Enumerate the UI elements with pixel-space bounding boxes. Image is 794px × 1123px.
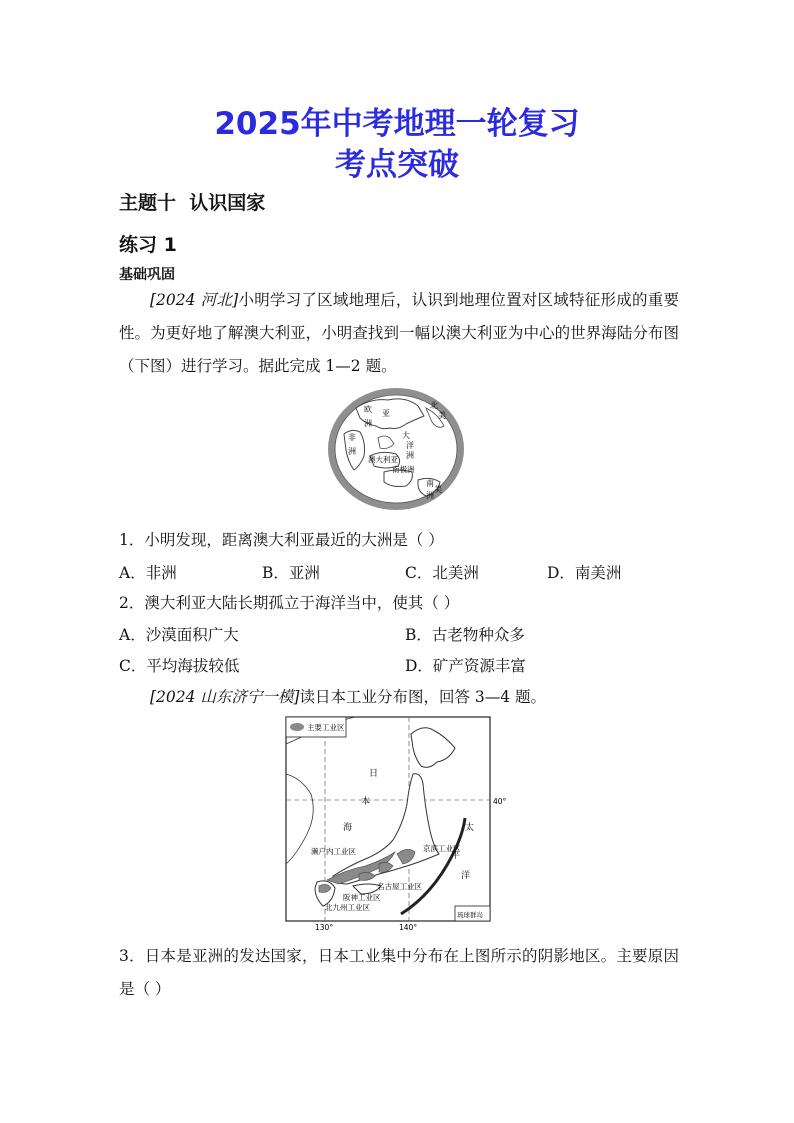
globe-label: 大 [402, 431, 410, 440]
globe-label: 北 [430, 401, 438, 410]
page-subtitle: 考点突破 [335, 147, 459, 183]
world-land-sea-map [326, 386, 466, 512]
globe-label: 非 [348, 433, 356, 442]
region-label: 名古屋工业区 [377, 882, 422, 891]
sea-label: 平 [451, 851, 461, 861]
sea-label: 日 [369, 769, 379, 779]
globe-label: 欧 [364, 405, 372, 414]
question-2-stem: 2．澳大利亚大陆长期孤立于海洋当中，使其（ ） [119, 594, 460, 612]
japan-industry-map [283, 714, 513, 932]
q2-option-b: B．古老物种众多 [405, 626, 525, 644]
section-heading: 基础巩固 [119, 267, 175, 283]
q2-option-d: D．矿产资源丰富 [405, 657, 526, 675]
sea-label: 洋 [461, 871, 471, 881]
region-label: 阪神工业区 [343, 893, 381, 902]
region-label: 濑户内工业区 [311, 847, 356, 856]
passage-2 [150, 685, 546, 707]
passage-2-source: [2024 山东济宁一模] [150, 688, 300, 706]
passage-1-text: 小明学习了区域地理后，认识到地理位置对区域特征形成的重要性。为更好地了解澳大利亚，小明查找到一幅以澳大利亚为中心的世界海陆分布图（下图）进行学习。据此完成 1—2 题。 [119, 291, 679, 375]
question-1-stem: 1．小明发现，距离澳大利亚最近的大洲是（ ） [119, 531, 444, 549]
lon-label: 140° [399, 923, 418, 932]
globe-label: 南极洲 [392, 465, 415, 474]
globe-label: 美 [434, 485, 442, 494]
question-3: 3．日本是亚洲的发达国家，日本工业集中分布在上图所示的阴影地区。主要原因是（ ） [119, 947, 679, 998]
lon-label: 130° [315, 923, 334, 932]
globe-label: 洋 [406, 441, 414, 450]
q1-option-b: B．亚洲 [262, 564, 320, 582]
globe-label: 洲 [426, 491, 434, 500]
q2-option-c: C．平均海拔较低 [119, 657, 240, 675]
page-title: 2025年中考地理一轮复习 [214, 106, 580, 142]
topic-heading: 主题十 认识国家 [119, 192, 266, 214]
globe-label: 洲 [348, 447, 356, 456]
q1-option-d: D．南美洲 [547, 564, 622, 582]
region-label: 北九州工业区 [325, 903, 370, 912]
passage-2-text: 读日本工业分布图，回答 3—4 题。 [299, 688, 547, 706]
inset-label: 琉球群岛 [457, 911, 483, 919]
lat-label: 40° [493, 797, 507, 806]
globe-label: 洲 [364, 419, 372, 428]
globe-label: 洲 [406, 451, 414, 460]
globe-label: 澳大利亚 [368, 455, 398, 464]
q2-option-a: A．沙漠面积广大 [119, 626, 239, 644]
sea-label: 本 [361, 797, 371, 807]
globe-label: 美 [438, 411, 446, 420]
sea-label: 海 [343, 823, 353, 833]
globe-label: 亚 [382, 409, 390, 418]
q1-option-c: C．北美洲 [405, 564, 479, 582]
passage-1 [119, 284, 679, 383]
sea-label: 太 [465, 823, 475, 833]
q1-option-a: A．非洲 [119, 564, 177, 582]
exercise-heading: 练习 1 [119, 234, 177, 256]
passage-1-source: [2024 河北] [150, 291, 239, 309]
globe-label: 南 [426, 479, 434, 488]
legend-label: 主要工业区 [307, 723, 345, 732]
region-label: 京滨工业区 [423, 844, 461, 853]
